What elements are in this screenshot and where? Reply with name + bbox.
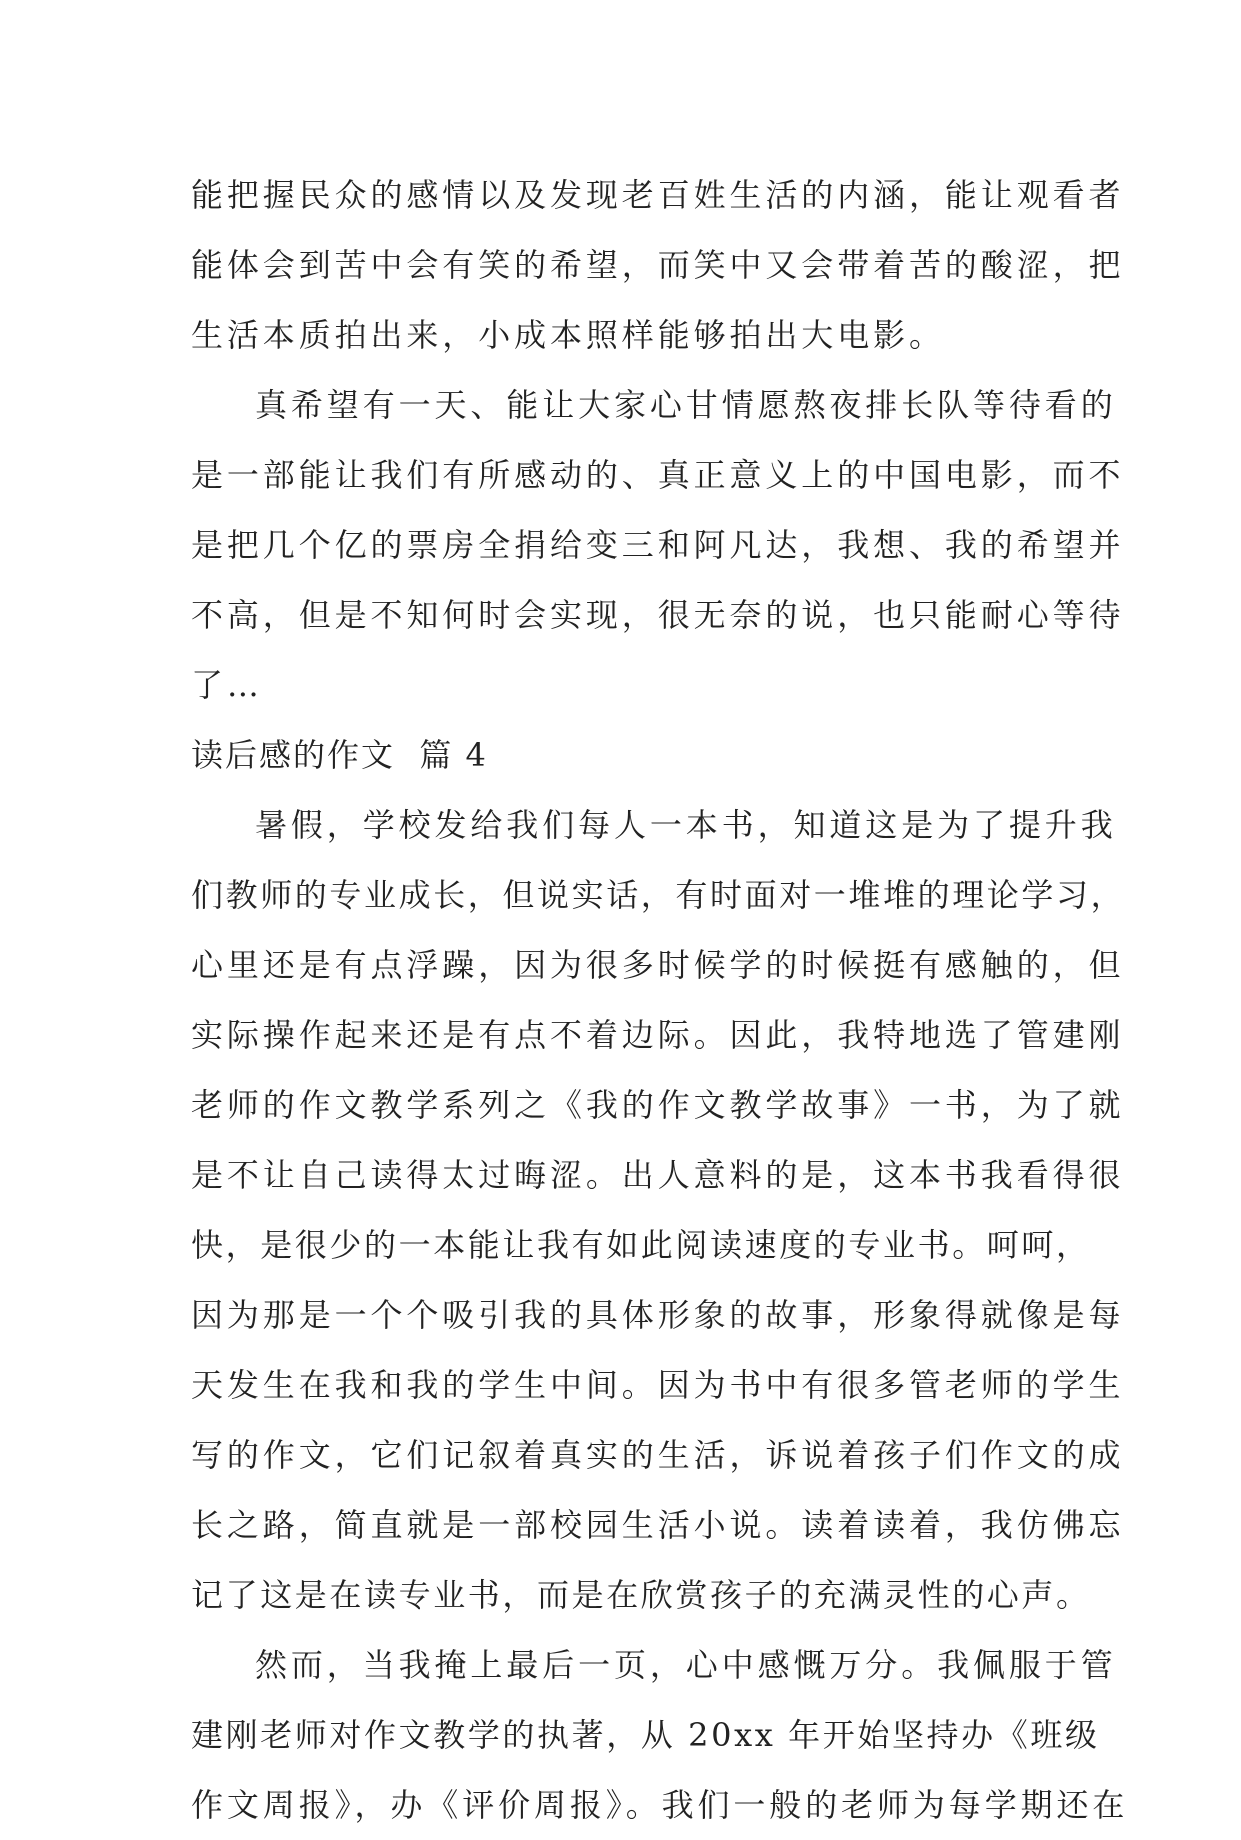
text-line: 能把握民众的感情以及发现老百姓生活的内涵，能让观看者 (191, 176, 1125, 214)
text-line: 老师的作文教学系列之《我的作文教学故事》一书，为了就 (191, 1086, 1125, 1124)
text-line: 心里还是有点浮躁，因为很多时候学的时候挺有感触的，但 (191, 946, 1125, 984)
text-line: 是不让自己读得太过晦涩。出人意料的是，这本书我看得很 (191, 1156, 1125, 1194)
text-line: 快，是很少的一本能让我有如此阅读速度的专业书。呵呵， (191, 1226, 1091, 1264)
paragraph-first-line: 然而，当我掩上最后一页，心中感慨万分。我佩服于管 (255, 1646, 1117, 1684)
section-heading: 读后感的作文 篇 4 (191, 736, 488, 774)
document-page (191, 160, 1129, 1840)
text-line: 了… (191, 666, 263, 704)
text-line: 能体会到苦中会有笑的希望，而笑中又会带着苦的酸涩，把 (191, 246, 1125, 284)
text-line: 建刚老师对作文教学的执著，从 20xx 年开始坚持办《班级 (191, 1716, 1100, 1754)
text-line: 们教师的专业成长，但说实话，有时面对一堆堆的理论学习， (191, 876, 1126, 914)
text-line: 是一部能让我们有所感动的、真正意义上的中国电影，而不 (191, 456, 1125, 494)
text-line: 记了这是在读专业书，而是在欣赏孩子的充满灵性的心声。 (191, 1576, 1091, 1614)
text-line: 生活本质拍出来，小成本照样能够拍出大电影。 (191, 316, 945, 354)
text-line: 实际操作起来还是有点不着边际。因此，我特地选了管建刚 (191, 1016, 1125, 1054)
text-line: 不高，但是不知何时会实现，很无奈的说，也只能耐心等待 (191, 596, 1125, 634)
text-line: 作文周报》，办《评价周报》。我们一般的老师为每学期还在 (191, 1786, 1129, 1824)
text-line: 因为那是一个个吸引我的具体形象的故事，形象得就像是每 (191, 1296, 1125, 1334)
text-line: 天发生在我和我的学生中间。因为书中有很多管老师的学生 (191, 1366, 1125, 1404)
paragraph-first-line: 真希望有一天、能让大家心甘情愿熬夜排长队等待看的 (255, 386, 1117, 424)
text-line: 是把几个亿的票房全捐给变三和阿凡达，我想、我的希望并 (191, 526, 1125, 564)
text-line: 长之路，简直就是一部校园生活小说。读着读着，我仿佛忘 (191, 1506, 1125, 1544)
paragraph-first-line: 暑假，学校发给我们每人一本书，知道这是为了提升我 (255, 806, 1117, 844)
text-line: 写的作文，它们记叙着真实的生活，诉说着孩子们作文的成 (191, 1436, 1125, 1474)
